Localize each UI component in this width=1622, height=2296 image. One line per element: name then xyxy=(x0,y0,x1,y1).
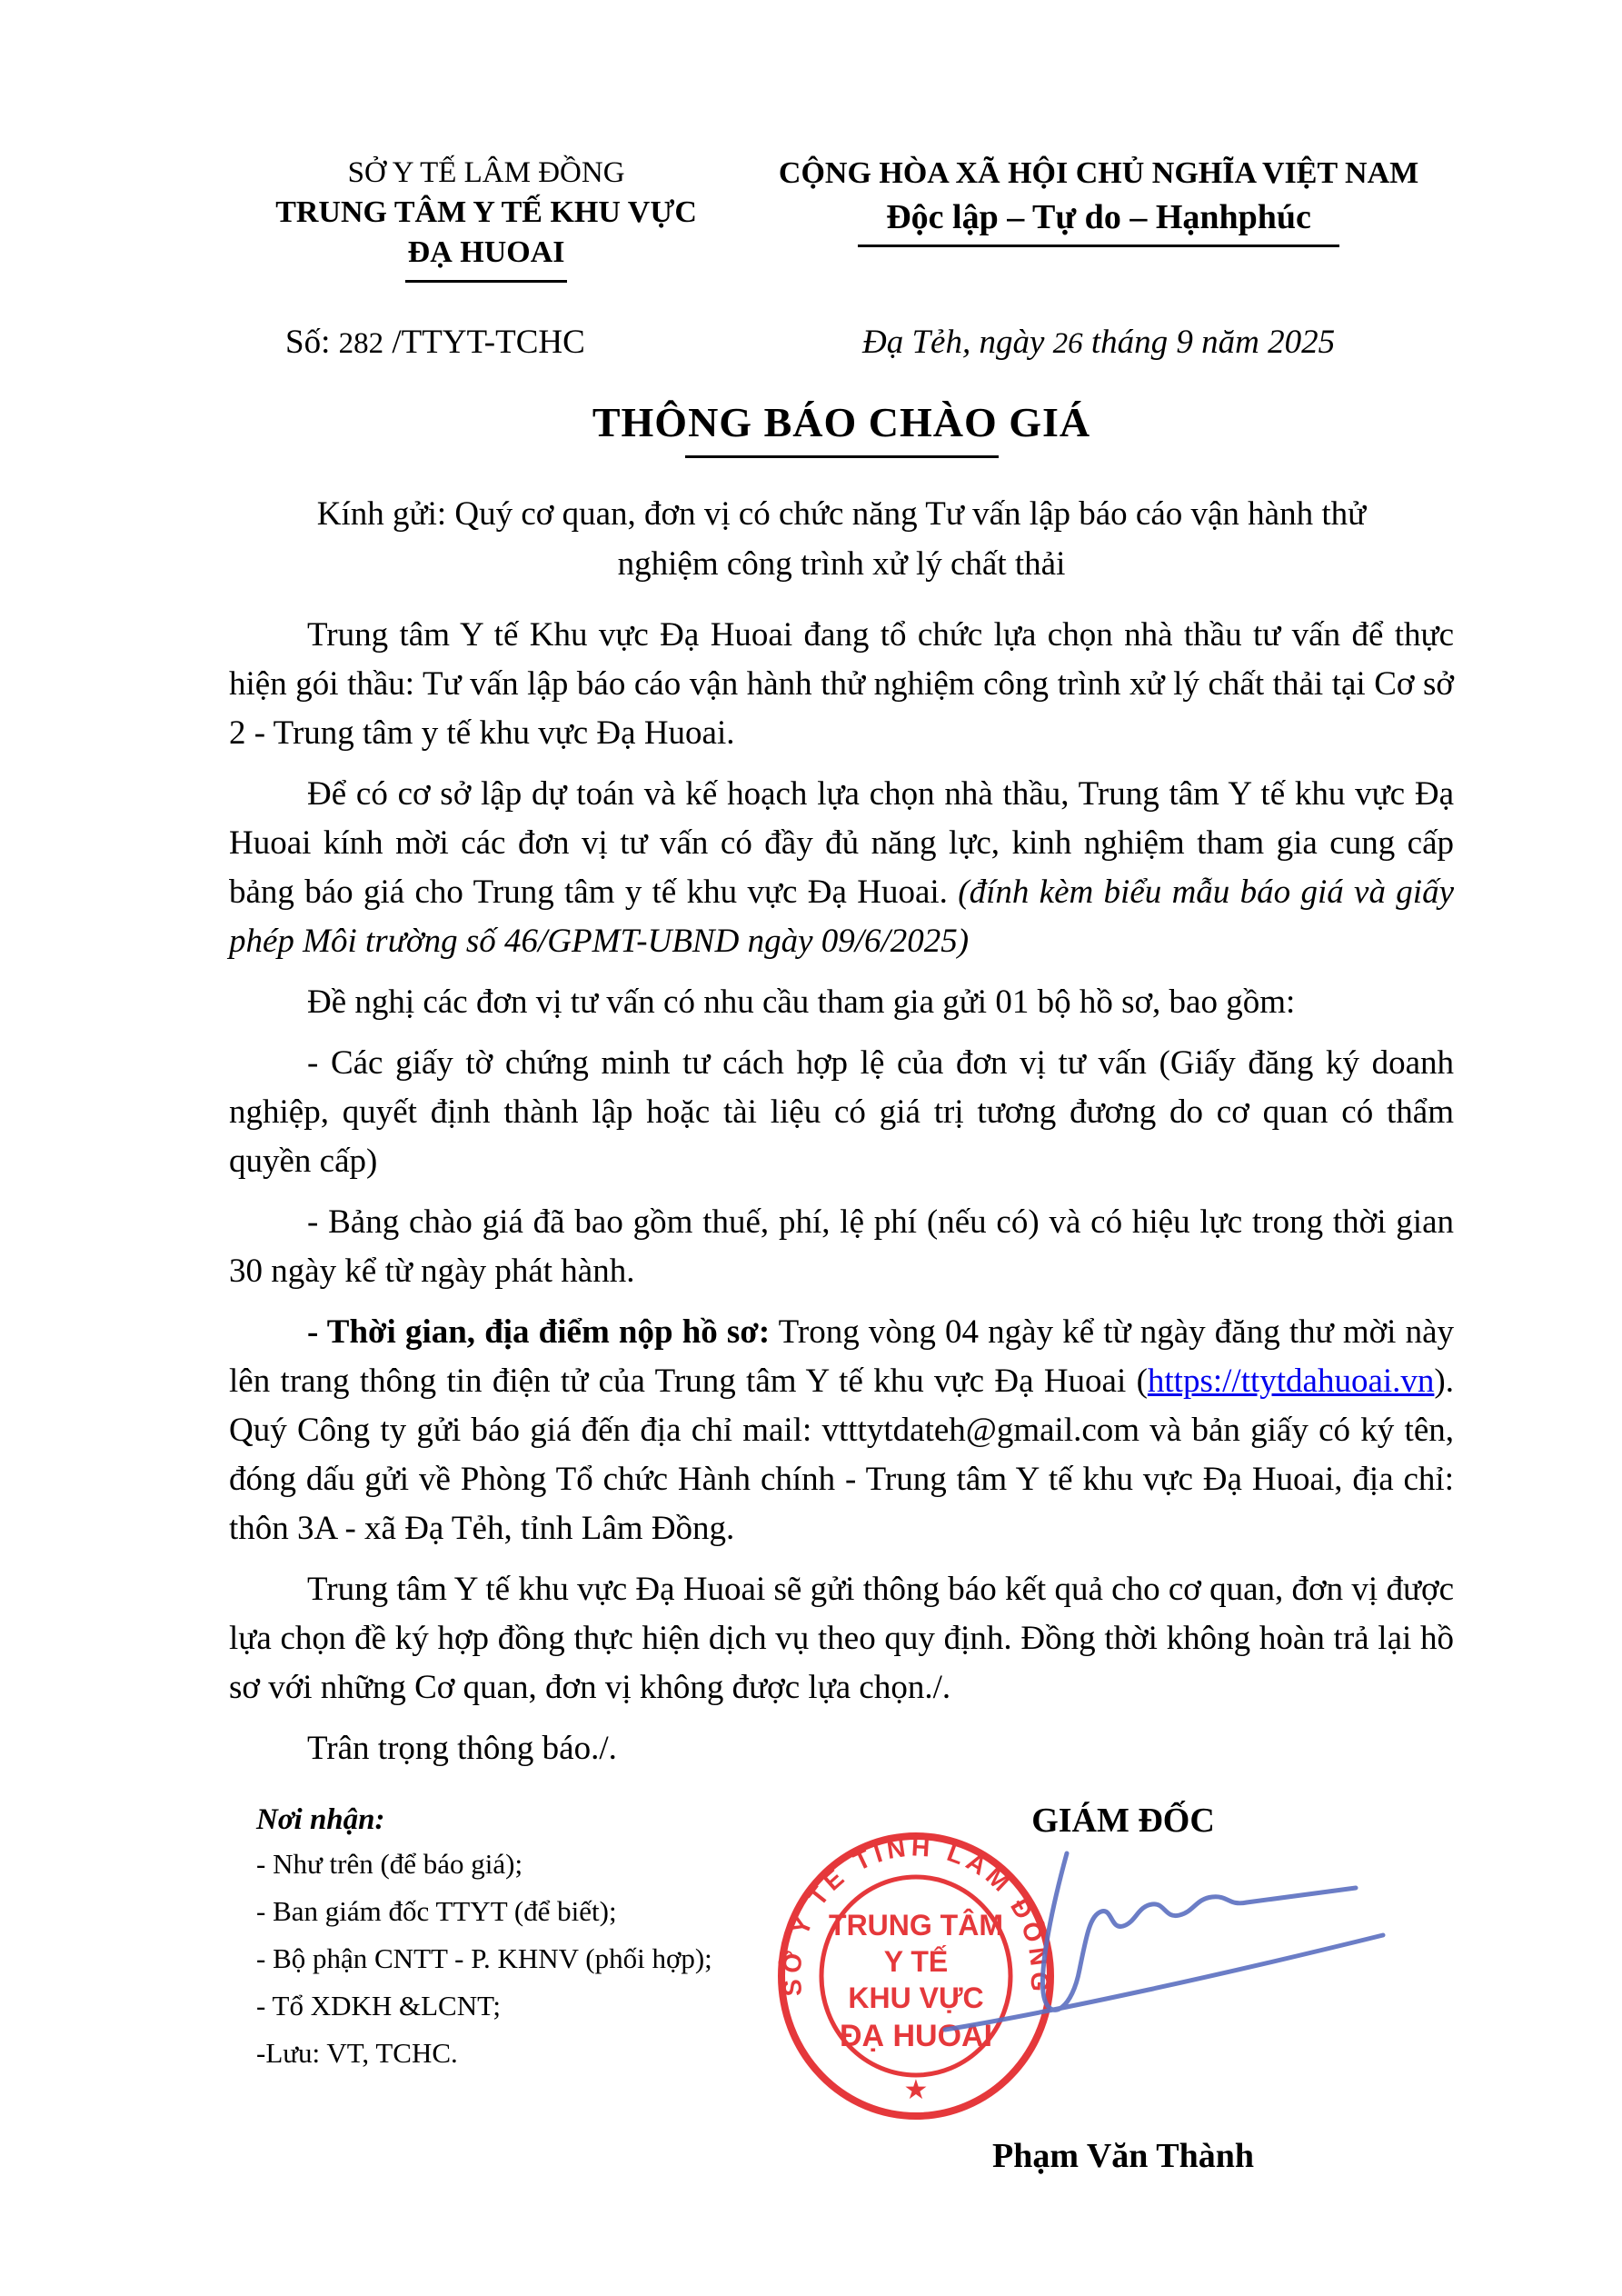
recipient-item: - Như trên (để báo giá); xyxy=(256,1848,523,1880)
stamp-center-line: ĐẠ HUOAI xyxy=(839,2019,993,2053)
attachment-note: (đính kèm biểu mẫu báo giá và giấy phép Môi trường số 46/GPMT-UBND ngày 09/6/2025) xyxy=(229,873,1454,960)
date-line xyxy=(743,323,1454,362)
date-place: Đạ Tẻh, ngày xyxy=(861,324,1045,361)
stamp-star-icon: ★ xyxy=(903,2075,929,2105)
national-title: CỘNG HÒA XÃ HỘI CHỦ NGHĨA VIỆT NAM xyxy=(778,156,1419,190)
invitation-text: Để có cơ sở lập dự toán và kế hoạch lựa chọn nhà thầu, Trung tâm Y tế khu vực Đạ Huoai kính mời các đơn vị tư vấn có đầy đủ năng lực, kinh nghiệm tham gia cung cấp bảng báo giá cho Trung tâm y tế khu vực Đạ Huoai. xyxy=(229,775,1454,911)
recipients-label: Nơi nhận: xyxy=(256,1803,385,1836)
paragraph-tender-intro: Trung tâm Y tế Khu vực Đạ Huoai đang tổ chức lựa chọn nhà thầu tư vấn để thực hiện gói thầu: Tư vấn lập báo cáo vận hành thử nghiệm công trình xử lý chất thải tại Cơ sở 2 - Trung tâm y tế khu vực Đạ Huoai. xyxy=(229,616,1454,752)
recipients-list-block xyxy=(229,1799,792,2176)
document-number xyxy=(229,323,743,362)
submission-text-1: Trong vòng 04 ngày kể từ ngày đăng thư mời này lên trang thông tin điện tử của Trung tâm Y tế khu vực Đạ Huoai ( xyxy=(229,1313,1454,1400)
submission-text-2: ). Quý Công ty gửi báo giá đến địa chỉ mail: vtttytdateh@gmail.com và bản giấy có ký tên, đóng dấu gửi về Phòng Tổ chức Hành chính - Trung tâm Y tế khu vực Đạ Huoai, địa chỉ: thôn 3A - xã Đạ Tẻh, tỉnh Lâm Đồng. xyxy=(229,1363,1454,1547)
date-day: 26 xyxy=(1052,327,1083,360)
website-link[interactable]: https://ttytdahuoai.vn xyxy=(1147,1363,1435,1400)
national-motto: Độc lập – Tự do – Hạnhphúc xyxy=(886,198,1311,236)
document-footer xyxy=(229,1799,1454,2176)
recipient-item: - Ban giám đốc TTYT (để biết); xyxy=(256,1895,617,1927)
stamp-center-line: KHU VỰC xyxy=(848,1982,984,2014)
date-rest: tháng 9 năm 2025 xyxy=(1090,324,1336,361)
signature-block xyxy=(777,1799,1454,2176)
org-parent-name: SỞ Y TẾ LÂM ĐỒNG xyxy=(347,156,625,189)
stamp-rim-text: SỞ Y TẾ TỈNH LÂM ĐỒNG xyxy=(777,1832,1055,1998)
recipient-item: -Lưu: VT, TCHC. xyxy=(256,2037,458,2069)
paragraph-result-notice: Trung tâm Y tế khu vực Đạ Huoai sẽ gửi thông báo kết quả cho cơ quan, đơn vị được lựa chọn đề ký hợp đồng thực hiện dịch vụ theo quy định. Đồng thời không hoàn trả lại hồ sơ với những Cơ quan, đơn vị không được lựa chọn./. xyxy=(229,1571,1454,1706)
paragraph-closing: Trân trọng thông báo./. xyxy=(307,1730,617,1767)
stamp-center-line: Y TẾ xyxy=(883,1945,949,1978)
document-body xyxy=(229,611,1454,1773)
bullet-submission xyxy=(229,1308,1454,1553)
bullet-legal-documents: - Các giấy tờ chứng minh tư cách hợp lệ của đơn vị tư vấn (Giấy đăng ký doanh nghiệp, quyết định thành lập hoặc tài liệu có giá trị tương đương do cơ quan có thẩm quyền cấp) xyxy=(229,1044,1454,1180)
recipient-block xyxy=(229,489,1454,589)
org-name-line1: TRUNG TÂM Y TẾ KHU VỰC xyxy=(275,195,697,229)
paragraph-dossier-request: Đề nghị các đơn vị tư vấn có nhu cầu tham gia gửi 01 bộ hồ sơ, bao gồm: xyxy=(307,983,1296,1021)
recipient-line-1: Kính gửi: Quý cơ quan, đơn vị có chức năng Tư vấn lập báo cáo vận hành thử xyxy=(316,495,1367,533)
recipient-item: - Bộ phận CNTT - P. KHNV (phối hợp); xyxy=(256,1942,712,1974)
org-name-line2: ĐẠ HUOAI xyxy=(407,235,565,269)
submission-heading: - Thời gian, địa điểm nộp hồ sơ: xyxy=(307,1313,771,1351)
recipient-item: - Tổ XDKH &LCNT; xyxy=(256,1990,501,2021)
recipient-line-2: nghiệm công trình xử lý chất thải xyxy=(617,545,1066,583)
title-underline-rule xyxy=(685,455,999,458)
stamp-center-line: TRUNG TÂM xyxy=(829,1909,1003,1942)
org-underline-rule xyxy=(405,280,567,283)
number-suffix: /TTYT-TCHC xyxy=(392,324,585,361)
bullet-quotation-validity: - Bảng chào giá đã bao gồm thuế, phí, lệ phí (nếu có) và có hiệu lực trong thời gian 30 ngày kể từ ngày phát hành. xyxy=(229,1203,1454,1290)
handwritten-signature xyxy=(929,1848,1401,2057)
document-title: THÔNG BÁO CHÀO GIÁ xyxy=(592,399,1091,445)
national-header-block xyxy=(743,153,1454,283)
issuing-org-block xyxy=(229,153,743,283)
reference-row xyxy=(229,323,1454,362)
title-block xyxy=(229,398,1454,458)
signer-title: GIÁM ĐỐC xyxy=(1031,1802,1215,1840)
number-value: 282 xyxy=(338,327,384,360)
stamp-and-signature-area xyxy=(777,1832,1454,2109)
document-header xyxy=(229,153,1454,283)
motto-underline-rule xyxy=(858,245,1339,247)
signer-name: Phạm Văn Thành xyxy=(992,2137,1254,2175)
paragraph-invitation xyxy=(229,770,1454,966)
number-label: Số: xyxy=(285,324,331,361)
